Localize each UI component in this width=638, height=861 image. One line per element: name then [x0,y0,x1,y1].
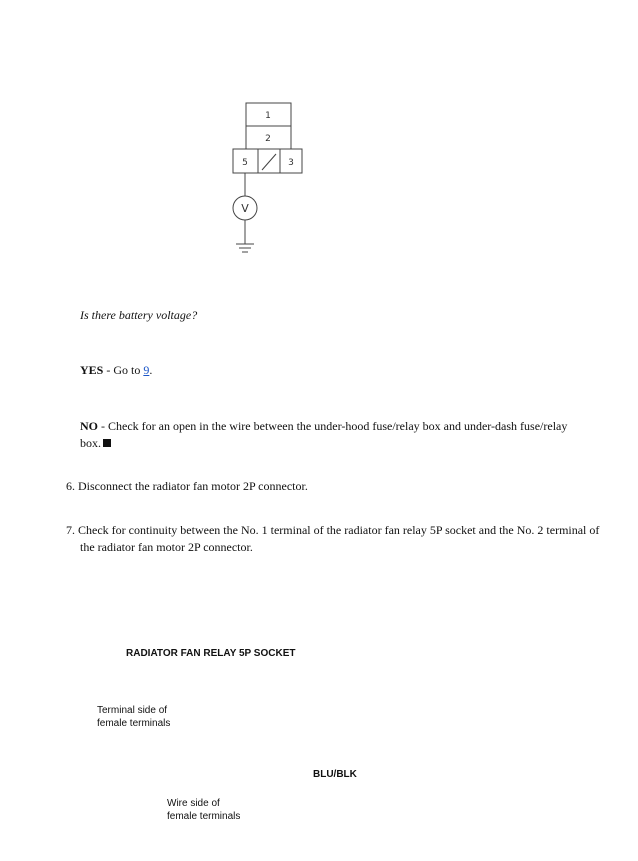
step-6 [66,478,586,495]
no-text: - Check for an open in the wire between the under-hood fuse/relay box and under-dash fuse/relay box. [80,419,568,450]
yes-label: YES [80,363,104,377]
step-7 [66,522,600,556]
yes-answer [80,362,152,379]
terminal-side-label: Terminal side of female terminals [97,705,171,729]
terminal-label-5: 5 [242,158,248,168]
wire-side-label: Wire side of female terminals [167,798,241,822]
figure-title: RADIATOR FAN RELAY 5P SOCKET [126,648,296,659]
no-label: NO [80,419,98,433]
step-7-number: 7. [66,523,75,537]
wire-color-label: BLU/BLK [313,769,357,780]
relay-switch-line [262,154,276,170]
terminal-label-1: 1 [265,111,271,121]
no-answer [80,418,570,452]
step-7-text: Check for continuity between the No. 1 terminal of the radiator fan relay 5P socket and the No. 2 terminal of the radiator fan motor 2P connector. [78,523,600,554]
voltmeter-label: V [241,202,249,215]
relay-switch-box [258,149,280,173]
connector-voltage-diagram [226,98,306,263]
question-text: Is there battery voltage? [80,308,198,322]
yes-text-end: . [149,363,153,377]
step-6-text: Disconnect the radiator fan motor 2P connector. [78,479,308,493]
end-square-icon [103,439,111,447]
step-6-number: 6. [66,479,75,493]
terminal-label-3: 3 [288,158,294,168]
terminal-label-2: 2 [265,134,271,144]
yes-text: - Go to [103,363,144,377]
goto-step-9-link[interactable]: 9 [143,363,150,377]
